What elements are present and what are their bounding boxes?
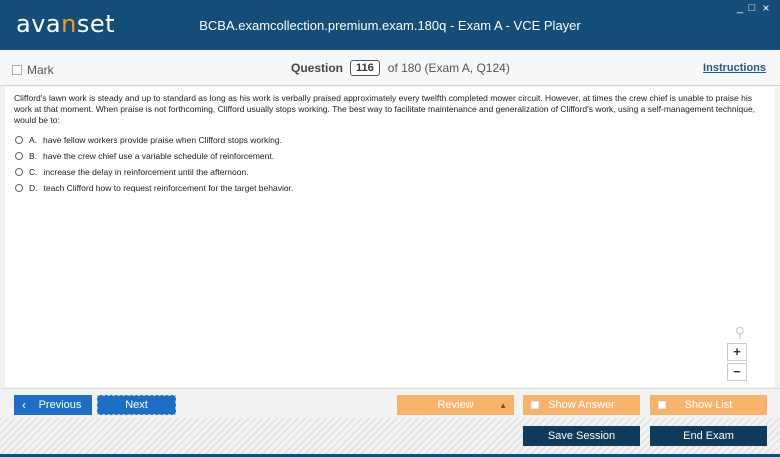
- instructions-link[interactable]: Instructions: [703, 62, 766, 74]
- checkbox-icon: [531, 401, 539, 409]
- minimize-icon[interactable]: _: [736, 2, 744, 14]
- option-letter: B.: [29, 151, 38, 161]
- question-indicator: [291, 60, 510, 76]
- window-title: BCBA.examcollection.premium.exam.180q - Exam A - VCE Player: [199, 18, 581, 33]
- zoom-in-button[interactable]: +: [727, 343, 747, 361]
- radio-icon[interactable]: [15, 184, 23, 192]
- previous-label: Previous: [38, 399, 82, 411]
- question-label: Question: [291, 61, 344, 75]
- show-list-label: Show List: [684, 399, 733, 411]
- option-letter: C.: [29, 167, 38, 177]
- option-c[interactable]: [15, 167, 249, 177]
- review-label: Review: [437, 399, 474, 411]
- next-button[interactable]: Next: [97, 395, 176, 415]
- chevron-left-icon: ‹: [22, 398, 26, 412]
- zoom-out-button[interactable]: −: [727, 363, 747, 381]
- show-answer-button[interactable]: [523, 395, 640, 415]
- question-panel: [5, 87, 775, 387]
- question-of-text: of 180 (Exam A, Q124): [387, 61, 510, 75]
- end-exam-button[interactable]: End Exam: [650, 426, 767, 446]
- option-text: have fellow workers provide praise when Clifford stops working.: [43, 135, 282, 145]
- question-header: [0, 50, 780, 86]
- radio-icon[interactable]: [15, 152, 23, 160]
- option-b[interactable]: [15, 151, 274, 161]
- option-a[interactable]: [15, 135, 282, 145]
- option-text: have the crew chief use a variable schedule of reinforcement.: [43, 151, 275, 161]
- previous-button[interactable]: [14, 395, 92, 415]
- option-letter: D.: [29, 183, 38, 193]
- review-button[interactable]: [397, 395, 514, 415]
- option-text: teach Clifford how to request reinforcement for the target behavior.: [43, 183, 294, 193]
- app-logo: avanset: [16, 10, 116, 38]
- question-number-input[interactable]: 116: [350, 60, 380, 76]
- close-icon[interactable]: ×: [762, 1, 770, 15]
- navigation-bar: [0, 388, 780, 418]
- show-list-button[interactable]: [650, 395, 767, 415]
- caret-up-icon: ▲: [499, 400, 507, 410]
- question-stem: Clifford's lawn work is steady and up to standard as long as his work is verbally praised approximately every twelfth completed mower circuit. However, at times the crew chief is unable to praise his work at that moment. When praise is not forthcoming, Clifford usually stops working. The best way to facilitate maintenance and generalization of Clifford's work, using a self-management technique, would be to:: [14, 93, 756, 125]
- save-session-button[interactable]: Save Session: [523, 426, 640, 446]
- bottom-bar: [0, 418, 780, 457]
- show-answer-label: Show Answer: [548, 399, 615, 411]
- title-bar: [0, 0, 780, 50]
- mark-checkbox[interactable]: [12, 63, 54, 77]
- option-d[interactable]: [15, 183, 293, 193]
- mark-label: Mark: [27, 63, 54, 77]
- option-letter: A.: [29, 135, 38, 145]
- magnifier-icon: ⚲: [734, 324, 745, 340]
- radio-icon[interactable]: [15, 168, 23, 176]
- radio-icon[interactable]: [15, 136, 23, 144]
- checkbox-icon: [658, 401, 666, 409]
- checkbox-icon: [12, 65, 22, 75]
- option-text: increase the delay in reinforcement until the afternoon.: [43, 167, 249, 177]
- maximize-icon[interactable]: □: [748, 2, 756, 14]
